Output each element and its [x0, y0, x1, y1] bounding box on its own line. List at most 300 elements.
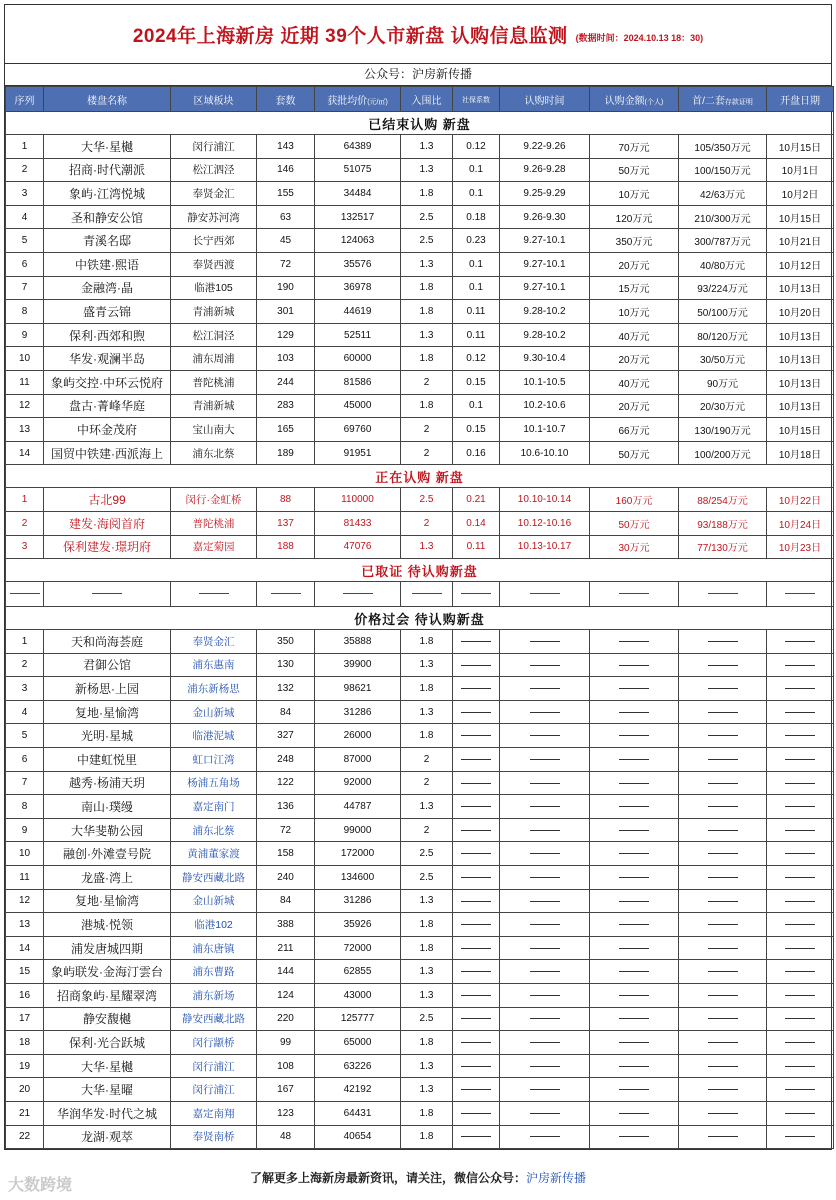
- dash-mark: [530, 1018, 560, 1019]
- empty-cell: [590, 1007, 679, 1031]
- unit-count: 136: [257, 795, 315, 819]
- subscribe-time: 10.2-10.6: [500, 394, 590, 418]
- data-time: (数据时间：2024.10.13 18：30): [575, 32, 704, 43]
- social-coef: 0.1: [453, 182, 500, 206]
- district: 松江洞泾: [171, 323, 257, 347]
- empty-cell: [171, 582, 257, 607]
- empty-cell: [679, 630, 767, 654]
- subscribe-amount: 30万元: [590, 535, 679, 559]
- dash-mark: [10, 593, 40, 594]
- table-row: [6, 394, 834, 418]
- dash-mark: [785, 806, 815, 807]
- row-seq: 3: [6, 182, 44, 206]
- avg-price: 40654: [315, 1125, 401, 1149]
- row-seq: 3: [6, 677, 44, 701]
- col-pay-unit: 存款证明: [724, 98, 753, 106]
- empty-cell: [500, 913, 590, 937]
- empty-cell: [590, 1031, 679, 1055]
- avg-price: 35926: [315, 913, 401, 937]
- project-name: 大华·星樾: [44, 1054, 171, 1078]
- avg-price: 98621: [315, 677, 401, 701]
- subscribe-amount: 20万元: [590, 347, 679, 371]
- dash-mark: [461, 688, 491, 689]
- avg-price: 125777: [315, 1007, 401, 1031]
- ratio: 1.3: [401, 158, 453, 182]
- dash-mark: [461, 665, 491, 666]
- dash-mark: [785, 1042, 815, 1043]
- empty-cell: [500, 582, 590, 607]
- row-seq: 2: [6, 511, 44, 535]
- unit-count: 122: [257, 771, 315, 795]
- dash-mark: [708, 948, 738, 949]
- ratio: 1.8: [401, 300, 453, 324]
- dash-mark: [708, 1089, 738, 1090]
- district: 嘉定南门: [171, 795, 257, 819]
- avg-price: 35888: [315, 630, 401, 654]
- ratio: 2.5: [401, 1007, 453, 1031]
- dash-mark: [785, 712, 815, 713]
- empty-cell: [590, 677, 679, 701]
- dash-mark: [708, 712, 738, 713]
- project-name: 复地·星愉湾: [44, 700, 171, 724]
- ratio: 2.5: [401, 866, 453, 890]
- dash-mark: [461, 759, 491, 760]
- title-row: [5, 5, 831, 64]
- table-row: [6, 748, 834, 772]
- down-payment: 80/120万元: [679, 323, 767, 347]
- down-payment: 20/30万元: [679, 394, 767, 418]
- dash-mark: [530, 995, 560, 996]
- row-seq: 9: [6, 323, 44, 347]
- dash-mark: [271, 593, 301, 594]
- empty-cell: [767, 1054, 834, 1078]
- section-row: [6, 607, 834, 630]
- down-payment: 105/350万元: [679, 135, 767, 159]
- dash-mark: [461, 1018, 491, 1019]
- table-row: [6, 441, 834, 465]
- empty-cell: [679, 936, 767, 960]
- empty-cell: [679, 748, 767, 772]
- unit-count: 137: [257, 511, 315, 535]
- dash-mark: [530, 759, 560, 760]
- down-payment: 88/254万元: [679, 488, 767, 512]
- ratio: 1.3: [401, 984, 453, 1008]
- col-price-label: 获批均价: [327, 95, 368, 107]
- table-row: [6, 1078, 834, 1102]
- ratio: 1.3: [401, 135, 453, 159]
- dash-mark: [785, 877, 815, 878]
- unit-count: 99: [257, 1031, 315, 1055]
- unit-count: 123: [257, 1101, 315, 1125]
- empty-cell: [453, 1125, 500, 1149]
- empty-cell: [767, 936, 834, 960]
- dash-mark: [708, 641, 738, 642]
- project-name: 中铁建·熙语: [44, 252, 171, 276]
- row-seq: 13: [6, 418, 44, 442]
- dash-mark: [530, 1089, 560, 1090]
- row-seq: 12: [6, 889, 44, 913]
- empty-cell: [679, 818, 767, 842]
- unit-count: 84: [257, 889, 315, 913]
- row-seq: 3: [6, 535, 44, 559]
- social-coef: 0.11: [453, 300, 500, 324]
- section-row: [6, 465, 834, 488]
- table-row: [6, 984, 834, 1008]
- project-name: 建发·海阅首府: [44, 511, 171, 535]
- table-row: [6, 276, 834, 300]
- dash-mark: [785, 1018, 815, 1019]
- empty-cell: [453, 724, 500, 748]
- down-payment: 42/63万元: [679, 182, 767, 206]
- unit-count: 103: [257, 347, 315, 371]
- project-name: 保利建发·璟玥府: [44, 535, 171, 559]
- empty-cell: [453, 913, 500, 937]
- col-open: 开盘日期: [767, 87, 834, 112]
- empty-cell: [767, 1078, 834, 1102]
- empty-cell: [453, 748, 500, 772]
- empty-cell: [679, 677, 767, 701]
- unit-count: 158: [257, 842, 315, 866]
- col-amount-unit: (个人): [644, 98, 664, 106]
- district: 静安西藏北路: [171, 866, 257, 890]
- ratio: 2.5: [401, 842, 453, 866]
- dash-mark: [708, 806, 738, 807]
- project-name: 光明·星城: [44, 724, 171, 748]
- page-title: 2024年上海新房 近期 39个人市新盘 认购信息监测: [132, 25, 568, 47]
- project-name: 融创·外滩壹号院: [44, 842, 171, 866]
- subscribe-amount: 350万元: [590, 229, 679, 253]
- avg-price: 60000: [315, 347, 401, 371]
- subscribe-amount: 66万元: [590, 418, 679, 442]
- avg-price: 81433: [315, 511, 401, 535]
- social-coef: 0.15: [453, 418, 500, 442]
- empty-cell: [767, 818, 834, 842]
- dash-mark: [708, 783, 738, 784]
- dash-mark: [708, 853, 738, 854]
- watermark: 大数跨境: [8, 1177, 73, 1194]
- social-coef: 0.12: [453, 347, 500, 371]
- dash-mark: [461, 830, 491, 831]
- empty-cell: [590, 866, 679, 890]
- empty-cell: [679, 724, 767, 748]
- table-row: [6, 229, 834, 253]
- table-row: [6, 889, 834, 913]
- subscribe-time: 9.26-9.30: [500, 205, 590, 229]
- down-payment: 30/50万元: [679, 347, 767, 371]
- empty-cell: [590, 630, 679, 654]
- dash-mark: [619, 641, 649, 642]
- district: 闵行颛桥: [171, 1031, 257, 1055]
- empty-cell: [679, 1125, 767, 1149]
- dash-mark: [785, 688, 815, 689]
- ratio: 2: [401, 418, 453, 442]
- project-name: 君御公馆: [44, 653, 171, 677]
- dash-mark: [708, 901, 738, 902]
- project-name: 象屿·江湾悦城: [44, 182, 171, 206]
- unit-count: 108: [257, 1054, 315, 1078]
- dash-mark: [530, 641, 560, 642]
- empty-cell: [453, 960, 500, 984]
- avg-price: 51075: [315, 158, 401, 182]
- dash-mark: [530, 948, 560, 949]
- district: 临港102: [171, 913, 257, 937]
- avg-price: 63226: [315, 1054, 401, 1078]
- avg-price: 87000: [315, 748, 401, 772]
- ratio: 1.3: [401, 889, 453, 913]
- dash-mark: [461, 971, 491, 972]
- district: 松江泗泾: [171, 158, 257, 182]
- empty-cell: [767, 960, 834, 984]
- unit-count: 248: [257, 748, 315, 772]
- unit-count: 165: [257, 418, 315, 442]
- empty-cell: [44, 582, 171, 607]
- empty-cell: [590, 1101, 679, 1125]
- project-name: 中环金茂府: [44, 418, 171, 442]
- district: 临港105: [171, 276, 257, 300]
- empty-cell: [767, 677, 834, 701]
- dash-mark: [461, 1113, 491, 1114]
- row-seq: 20: [6, 1078, 44, 1102]
- col-pay: [679, 87, 767, 112]
- ratio: 1.8: [401, 936, 453, 960]
- row-seq: 17: [6, 1007, 44, 1031]
- ratio: 1.8: [401, 276, 453, 300]
- open-date: 10月13日: [767, 276, 834, 300]
- row-seq: 11: [6, 866, 44, 890]
- unit-count: 240: [257, 866, 315, 890]
- social-coef: 0.12: [453, 135, 500, 159]
- empty-cell: [679, 1101, 767, 1125]
- empty-cell: [767, 984, 834, 1008]
- dash-mark: [461, 1066, 491, 1067]
- empty-cell: [679, 960, 767, 984]
- subscribe-time: 10.1-10.7: [500, 418, 590, 442]
- avg-price: 99000: [315, 818, 401, 842]
- empty-cell: [453, 1007, 500, 1031]
- row-seq: 12: [6, 394, 44, 418]
- empty-cell: [767, 582, 834, 607]
- dash-mark: [530, 593, 560, 594]
- dash-mark: [619, 759, 649, 760]
- ratio: 1.8: [401, 1125, 453, 1149]
- empty-cell: [453, 1054, 500, 1078]
- dash-mark: [619, 877, 649, 878]
- empty-cell: [767, 724, 834, 748]
- subscribe-amount: 15万元: [590, 276, 679, 300]
- section-title: 正在认购 新盘: [6, 465, 834, 488]
- down-payment: 210/300万元: [679, 205, 767, 229]
- empty-cell: [679, 866, 767, 890]
- section-row: [6, 112, 834, 135]
- empty-cell: [679, 582, 767, 607]
- unit-count: 283: [257, 394, 315, 418]
- ratio: 2: [401, 771, 453, 795]
- dash-mark: [461, 712, 491, 713]
- ratio: 1.8: [401, 913, 453, 937]
- down-payment: 93/224万元: [679, 276, 767, 300]
- footer-note: [0, 1169, 836, 1186]
- dash-mark: [785, 948, 815, 949]
- subscribe-time: 9.27-10.1: [500, 252, 590, 276]
- empty-cell: [590, 842, 679, 866]
- avg-price: 65000: [315, 1031, 401, 1055]
- district: 闵行浦江: [171, 1078, 257, 1102]
- col-name: 楼盘名称: [44, 87, 171, 112]
- dash-mark: [619, 1089, 649, 1090]
- subscribe-amount: 50万元: [590, 441, 679, 465]
- empty-cell: [679, 842, 767, 866]
- open-date: 10月15日: [767, 135, 834, 159]
- subscribe-amount: 50万元: [590, 158, 679, 182]
- dash-mark: [785, 735, 815, 736]
- social-coef: 0.11: [453, 323, 500, 347]
- dash-mark: [785, 924, 815, 925]
- ratio: 1.8: [401, 1101, 453, 1125]
- avg-price: 110000: [315, 488, 401, 512]
- avg-price: 72000: [315, 936, 401, 960]
- dash-mark: [619, 806, 649, 807]
- table-row: [6, 677, 834, 701]
- row-seq: 22: [6, 1125, 44, 1149]
- social-coef: 0.15: [453, 370, 500, 394]
- dash-mark: [785, 759, 815, 760]
- table-row: [6, 300, 834, 324]
- district: 浦东唐镇: [171, 936, 257, 960]
- ratio: 2.5: [401, 205, 453, 229]
- subscribe-amount: 70万元: [590, 135, 679, 159]
- dash-mark: [461, 901, 491, 902]
- unit-count: 189: [257, 441, 315, 465]
- table-row: [6, 418, 834, 442]
- ratio: 1.3: [401, 700, 453, 724]
- section-title: 已取证 待认购新盘: [6, 559, 834, 582]
- empty-cell: [767, 1007, 834, 1031]
- table-row: [6, 842, 834, 866]
- empty-cell: [453, 771, 500, 795]
- empty-cell: [500, 1007, 590, 1031]
- district: 静安西藏北路: [171, 1007, 257, 1031]
- social-coef: 0.23: [453, 229, 500, 253]
- unit-count: 88: [257, 488, 315, 512]
- row-seq: 14: [6, 441, 44, 465]
- project-name: 国贸中铁建·西派海上: [44, 441, 171, 465]
- section-row: [6, 559, 834, 582]
- district: 普陀桃浦: [171, 370, 257, 394]
- col-social-label: 社保系数: [462, 96, 490, 104]
- subscribe-time: 9.28-10.2: [500, 300, 590, 324]
- unit-count: 220: [257, 1007, 315, 1031]
- dash-mark: [619, 948, 649, 949]
- dash-mark: [785, 995, 815, 996]
- empty-cell: [767, 748, 834, 772]
- district: 杨浦五角场: [171, 771, 257, 795]
- district: 青浦新城: [171, 300, 257, 324]
- district: 闵行·金虹桥: [171, 488, 257, 512]
- avg-price: 43000: [315, 984, 401, 1008]
- table-row: [6, 511, 834, 535]
- subscribe-time: 9.27-10.1: [500, 229, 590, 253]
- district: 奉贤西渡: [171, 252, 257, 276]
- project-name: 港城·悦领: [44, 913, 171, 937]
- publisher-line: 公众号：沪房新传播: [5, 64, 831, 86]
- empty-cell: [679, 984, 767, 1008]
- dash-mark: [461, 877, 491, 878]
- dash-mark: [530, 1113, 560, 1114]
- project-name: 金融湾·晶: [44, 276, 171, 300]
- avg-price: 45000: [315, 394, 401, 418]
- down-payment: 50/100万元: [679, 300, 767, 324]
- social-coef: 0.14: [453, 511, 500, 535]
- table-row: [6, 535, 834, 559]
- row-seq: 10: [6, 347, 44, 371]
- project-name: 静安馥樾: [44, 1007, 171, 1031]
- avg-price: 81586: [315, 370, 401, 394]
- project-name: 华润华发·时代之城: [44, 1101, 171, 1125]
- row-seq: 7: [6, 771, 44, 795]
- empty-cell: [500, 984, 590, 1008]
- avg-price: 64389: [315, 135, 401, 159]
- open-date: 10月2日: [767, 182, 834, 206]
- ratio: 1.8: [401, 724, 453, 748]
- subscribe-time: 10.12-10.16: [500, 511, 590, 535]
- ratio: 1.8: [401, 182, 453, 206]
- empty-cell: [453, 795, 500, 819]
- subscribe-amount: 10万元: [590, 300, 679, 324]
- ratio: 1.3: [401, 1078, 453, 1102]
- dash-mark: [530, 924, 560, 925]
- dash-mark: [343, 593, 373, 594]
- district: 浦东新杨思: [171, 677, 257, 701]
- dash-mark: [619, 830, 649, 831]
- district: 浦东北蔡: [171, 441, 257, 465]
- section-title: 已结束认购 新盘: [6, 112, 834, 135]
- dash-mark: [461, 1089, 491, 1090]
- unit-count: 244: [257, 370, 315, 394]
- project-name: 青溪名邸: [44, 229, 171, 253]
- empty-cell: [590, 984, 679, 1008]
- dash-mark: [785, 593, 815, 594]
- empty-cell: [500, 771, 590, 795]
- unit-count: 350: [257, 630, 315, 654]
- unit-count: 72: [257, 252, 315, 276]
- district: 虹口江湾: [171, 748, 257, 772]
- district: 临港泥城: [171, 724, 257, 748]
- avg-price: 124063: [315, 229, 401, 253]
- unit-count: 84: [257, 700, 315, 724]
- avg-price: 62855: [315, 960, 401, 984]
- empty-cell: [679, 913, 767, 937]
- empty-cell: [453, 700, 500, 724]
- project-name: 盛青云锦: [44, 300, 171, 324]
- row-seq: 10: [6, 842, 44, 866]
- dash-mark: [530, 971, 560, 972]
- empty-cell: [590, 771, 679, 795]
- dash-mark: [461, 1042, 491, 1043]
- empty-cell: [500, 700, 590, 724]
- unit-count: 129: [257, 323, 315, 347]
- avg-price: 44619: [315, 300, 401, 324]
- empty-cell: [401, 582, 453, 607]
- unit-count: 63: [257, 205, 315, 229]
- empty-cell: [453, 984, 500, 1008]
- col-pay-label: 首/二套: [692, 95, 725, 107]
- project-name: 圣和静安公馆: [44, 205, 171, 229]
- empty-cell: [500, 724, 590, 748]
- empty-cell: [500, 1031, 590, 1055]
- empty-cell: [6, 582, 44, 607]
- ratio: 1.8: [401, 347, 453, 371]
- dash-mark: [619, 971, 649, 972]
